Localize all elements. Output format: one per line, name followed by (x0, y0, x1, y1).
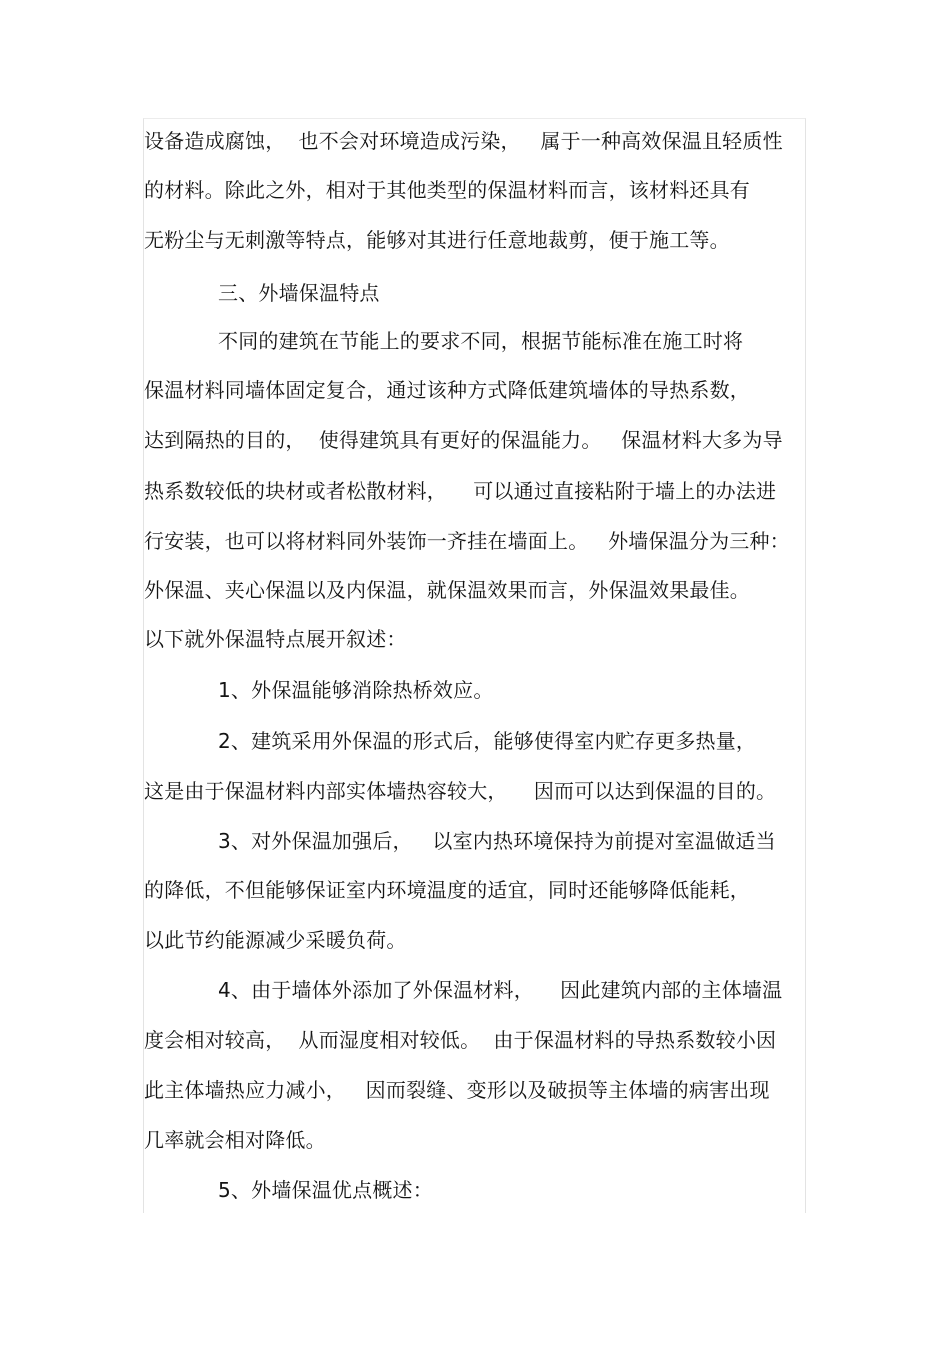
section-heading: 三、外墙保温特点 (218, 281, 380, 305)
text-line: 几率就会相对降低。 (144, 1128, 326, 1152)
text-line: 不同的建筑在节能上的要求不同，根据节能标准在施工时将 (218, 329, 744, 353)
text-line: 行安装，也可以将材料同外装饰一齐挂在墙面上。 外墙保温分为三种： (144, 529, 790, 553)
text-line: 以此节约能源减少采暖负荷。 (144, 928, 407, 952)
text-line: 外保温、夹心保温以及内保温，就保温效果而言，外保温效果最佳。 (144, 578, 750, 602)
text-line: 的材料。除此之外，相对于其他类型的保温材料而言，该材料还具有 (144, 178, 750, 202)
text-line: 无粉尘与无刺激等特点，能够对其进行任意地裁剪，便于施工等。 (144, 228, 730, 252)
list-item: 1、外保温能够消除热桥效应。 (218, 678, 494, 702)
text-line: 设备造成腐蚀， 也不会对环境造成污染， 属于一种高效保温且轻质性 (144, 129, 783, 153)
text-line: 此主体墙热应力减小， 因而裂缝、变形以及破损等主体墙的病害出现 (144, 1078, 770, 1102)
list-item: 3、对外保温加强后， 以室内热环境保持为前提对室温做适当 (218, 829, 776, 853)
text-line: 保温材料同墙体固定复合，通过该种方式降低建筑墙体的导热系数， (144, 378, 750, 402)
text-line: 度会相对较高， 从而湿度相对较低。 由于保温材料的导热系数较小因 (144, 1028, 777, 1052)
list-item: 5、外墙保温优点概述： (218, 1178, 433, 1202)
text-line: 的降低，不但能够保证室内环境温度的适宜，同时还能够降低能耗， (144, 878, 750, 902)
list-item: 2、建筑采用外保温的形式后，能够使得室内贮存更多热量， (218, 729, 757, 753)
text-line: 达到隔热的目的， 使得建筑具有更好的保温能力。 保温材料大多为导 (144, 428, 783, 452)
text-line: 热系数较低的块材或者松散材料， 可以通过直接粘附于墙上的办法进 (144, 479, 777, 503)
list-item: 4、由于墙体外添加了外保温材料， 因此建筑内部的主体墙温 (218, 978, 783, 1002)
text-line: 这是由于保温材料内部实体墙热容较大， 因而可以达到保温的目的。 (144, 779, 777, 803)
text-line: 以下就外保温特点展开叙述： (144, 627, 407, 651)
